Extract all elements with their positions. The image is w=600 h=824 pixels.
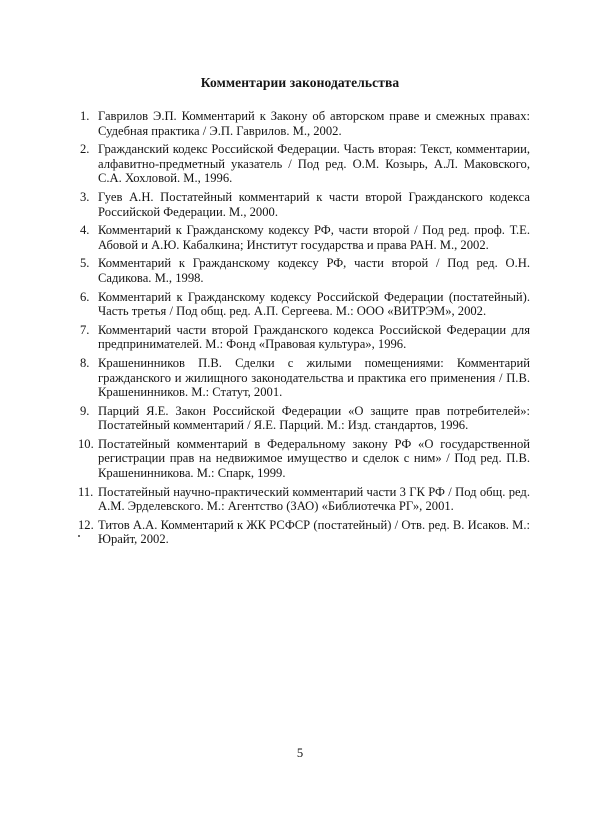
- list-item-number: 8.: [80, 355, 90, 370]
- list-item: [80, 518, 530, 547]
- list-item-number: 6.: [80, 289, 90, 304]
- page-number: 5: [296, 746, 304, 760]
- list-item-text: Гаврилов Э.П. Комментарий к Закону об авторском праве и смежных правах: Судебная практика / Э.П. Гаврилов. М., 2002.: [98, 109, 530, 138]
- list-item: [80, 290, 530, 319]
- list-item: [80, 223, 530, 252]
- list-item-number: 1.: [80, 109, 90, 123]
- list-item-number: 4.: [80, 223, 90, 238]
- list-item: [80, 437, 530, 481]
- list-item: [80, 190, 530, 219]
- list-item-number: 9.: [80, 403, 90, 418]
- list-item: [80, 404, 530, 433]
- list-item-text: Постатейный научно-практический комментарий части 3 ГК РФ / Под общ. ред. А.М. Эрделевского. М.: Агентство (ЗАО) «Библиотечка РГ», 2001.: [98, 484, 530, 514]
- list-item-number: 10.: [78, 436, 94, 451]
- list-item: [80, 323, 530, 352]
- reference-list: [80, 109, 530, 551]
- list-item-text: Гражданский кодекс Российской Федерации. Часть вторая: Текст, комментарии, алфавитно-предметный указатель / Под ред. О.М. Козырь, А.Л. Маковского, С.А. Хохловой. М., 1996.: [98, 142, 530, 186]
- list-item: [80, 256, 530, 285]
- list-item-text: Комментарий к Гражданскому кодексу РФ, части второй / Под ред. О.Н. Садикова. М., 1998.: [98, 256, 530, 285]
- list-item-number: 3.: [80, 189, 90, 204]
- list-item-number: 12.: [78, 517, 94, 532]
- list-item: [80, 356, 530, 400]
- list-item-text: Титов А.А. Комментарий к ЖК РСФСР (постатейный) / Отв. ред. В. Исаков. М.: Юрайт, 2002.: [98, 517, 530, 547]
- list-item: [80, 485, 530, 514]
- list-item-number: 5.: [80, 256, 90, 271]
- list-item: [80, 109, 530, 138]
- list-item-number: 7.: [80, 322, 90, 337]
- list-item-number: 11.: [78, 484, 94, 499]
- list-item-number: 2.: [80, 142, 90, 157]
- list-item-text: Комментарий к Гражданскому кодексу Российской Федерации (постатейный). Часть третья / Под общ. ред. А.П. Сергеева. М.: ООО «ВИТРЭМ», 2002.: [98, 289, 530, 319]
- list-item-text: Постатейный комментарий в Федеральному закону РФ «О государственной регистрации прав на недвижимое имущество и сделок с ним» / Под ред. П.В. Крашенинникова. М.: Спарк, 1999.: [98, 436, 530, 481]
- list-item-text: Комментарий части второй Гражданского кодекса Российской Федерации для предпринимателей. М.: Фонд «Правовая культура», 1996.: [98, 322, 530, 352]
- list-item-text: Комментарий к Гражданскому кодексу РФ, части второй / Под ред. проф. Т.Е. Абовой и А.Ю. Кабалкина; Институт государства и права РАН. М., 2002.: [98, 223, 530, 252]
- page-title: Комментарии законодательства: [200, 75, 400, 90]
- list-item-text: Гуев А.Н. Постатейный комментарий к части второй Гражданского кодекса Российской Федерации. М., 2000.: [98, 189, 530, 219]
- list-item-text: Крашенинников П.В. Сделки с жилыми помещениями: Комментарий гражданского и жилищного законодательства и практика его применения / П.В. Крашенинников. М.: Статут, 2001.: [98, 355, 530, 400]
- stray-mark: [78, 535, 80, 537]
- list-item-text: Парций Я.Е. Закон Российской Федерации «О защите прав потребителей»: Постатейный комментарий / Я.Е. Парций. М.: Изд. стандартов, 1996.: [98, 403, 530, 433]
- list-item: [80, 142, 530, 186]
